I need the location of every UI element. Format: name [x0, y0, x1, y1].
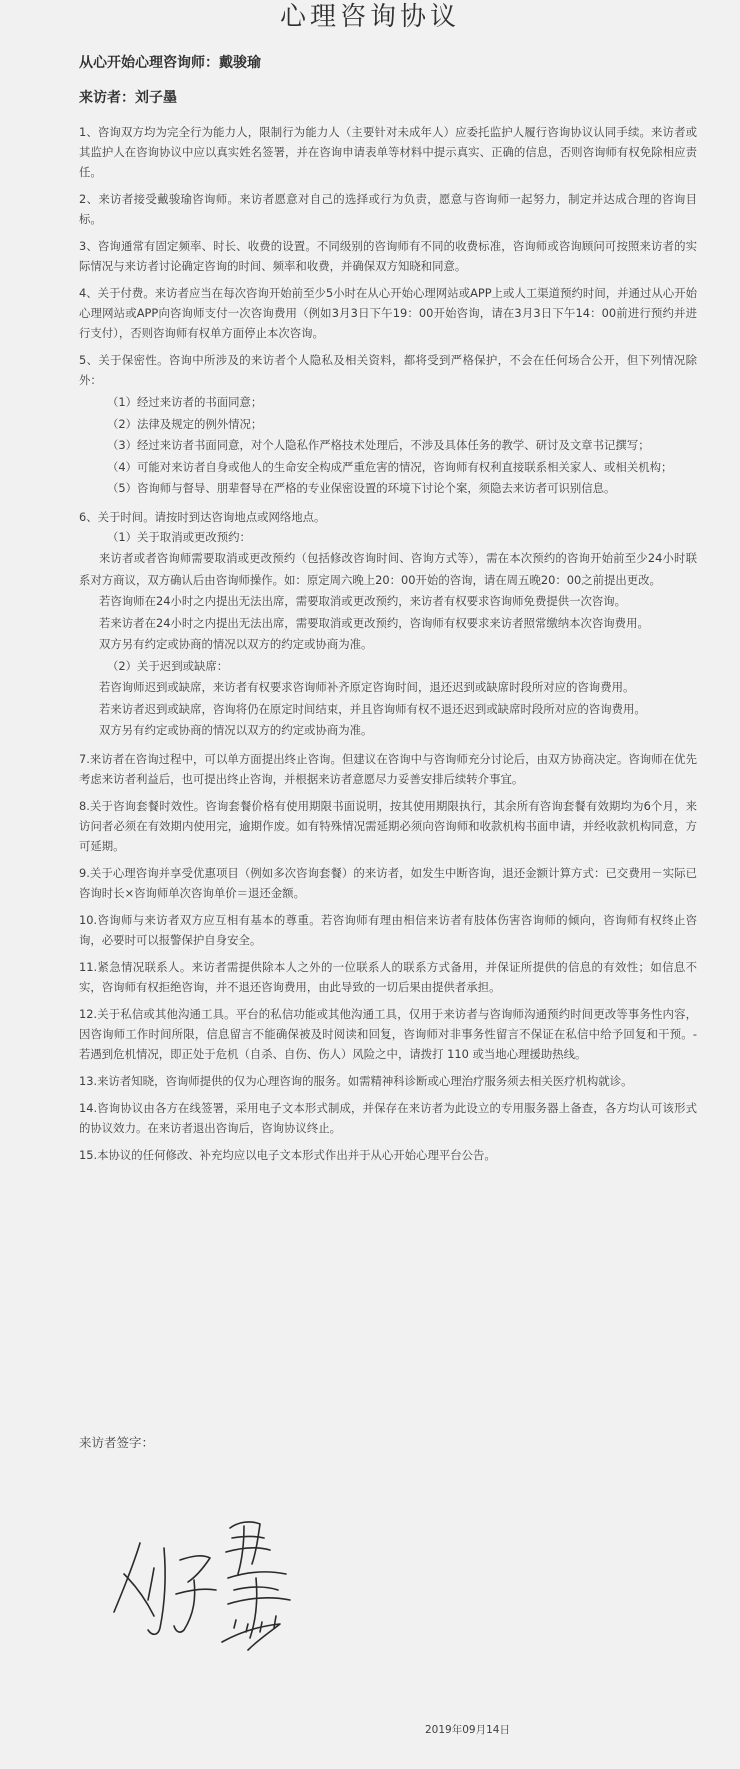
clause-6-2-paragraph: 若来访者迟到或缺席，咨询将仍在原定时间结束，并且咨询师有权不退还迟到或缺席时段所对应的咨询费用。: [99, 701, 646, 716]
clause-6-2-title: （2）关于迟到或缺席：: [107, 658, 229, 673]
clause-5-block: [79, 350, 697, 500]
clause-13: 13.来访者知晓，咨询师提供的仅为心理咨询的服务。如需精神科诊断或心理治疗服务须去相关医疗机构就诊。: [79, 1073, 633, 1088]
clause-12: 12.关于私信或其他沟通工具。平台的私信功能或其他沟通工具，仅用于来访者与咨询师沟通预约时间更改等事务性内容，因咨询师工作时间所限，信息留言不能确保被及时阅读和回复，咨询师对非事务性留言不保证在私信中给予回复和干预。- 若遇到危机情况，即正处于危机（自杀、自伤、伤人）风险之中，请拨打 110 或当地心理援助热线。: [79, 1006, 697, 1061]
clause-6-2-paragraph: 若咨询师迟到或缺席，来访者有权要求咨询师补齐原定咨询时间，退还迟到或缺席时段所对应的咨询费用。: [99, 680, 635, 694]
clause-10: 10.咨询师与来访者双方应互相有基本的尊重。若咨询师有理由相信来访者有肢体伤害咨询师的倾向，咨询师有权终止咨询，必要时可以报警保护自身安全。: [79, 912, 697, 947]
clause-3: 3、咨询通常有固定频率、时长、收费的设置。不同级别的咨询师有不同的收费标准，咨询师或咨询顾问可按照来访者的实际情况与来访者讨论确定咨询的时间、频率和收费，并确保双方知晓和同意。: [79, 239, 697, 273]
document-title: 心理咨询协议: [279, 2, 460, 32]
counselor-line: 从心开始心理咨询师：戴骏瑜: [79, 55, 261, 71]
clause-6-1-paragraph: 双方另有约定或协商的情况以双方的约定或协商为准。: [99, 637, 373, 651]
clause-5-item: （5）咨询师与督导、朋辈督导在严格的专业保密设置的环境下讨论个案，须隐去来访者可识别信息。: [107, 481, 616, 495]
clause-7: 7.来访者在咨询过程中，可以单方面提出终止咨询。但建议在咨询中与咨询师充分讨论后，由双方协商决定。咨询师在优先考虑来访者利益后，也可提出终止咨询，并根据来访者意愿尽力妥善安排后续转介事宜。: [79, 751, 697, 786]
clause-6-block: [79, 507, 697, 742]
signature-date: 2019年09月14日: [425, 1724, 510, 1736]
clause-5-item: （3）经过来访者书面同意，对个人隐私作严格技术处理后，不涉及具体任务的教学、研讨及文章书记撰写；: [107, 438, 650, 452]
clause-6-1-title: （1）关于取消或更改预约：: [107, 529, 251, 544]
clause-14: 14.咨询协议由各方在线签署，采用电子文本形式制成，并保存在来访者为此设立的专用服务器上备查，各方均认可该形式的协议效力。在来访者退出咨询后，咨询协议终止。: [79, 1100, 697, 1135]
clause-5: 5、关于保密性。咨询中所涉及的来访者个人隐私及相关资料，都将受到严格保护，不会在任何场合公开，但下列情况除外：: [79, 353, 697, 387]
clause-6: 6、关于时间。请按时到达咨询地点或网络地点。: [79, 509, 326, 524]
signature-label: 来访者签字：: [79, 1435, 155, 1450]
clause-8: 8.关于咨询套餐时效性。咨询套餐价格有使用期限书面说明，按其使用期限执行，其余所有咨询套餐有效期均为6个月，来访问者必须在有效期内使用完，逾期作废。如有特殊情况需延期必须向咨询师和收款机构书面申请，并经收款机构同意，方可延期。: [79, 798, 697, 853]
clause-6-1-paragraph: 若咨询师在24小时之内提出无法出席，需要取消或更改预约，来访者有权要求咨询师免费提供一次咨询。: [99, 594, 627, 608]
clause-15: 15.本协议的任何修改、补充均应以电子文本形式作出并于从心开始心理平台公告。: [79, 1147, 496, 1162]
agreement-body: [79, 122, 697, 1172]
clause-5-item: （1）经过来访者的书面同意；: [107, 395, 263, 409]
clause-2: 2、来访者接受戴骏瑜咨询师。来访者愿意对自己的选择或行为负责，愿意与咨询师一起努力，制定并达成合理的咨询目标。: [79, 192, 697, 226]
clause-6-1-paragraph: 若来访者在24小时之内提出无法出席，需要取消或更改预约，咨询师有权要求来访者照常缴纳本次咨询费用。: [99, 615, 649, 630]
handwritten-signature: [110, 1508, 320, 1658]
clause-9: 9.关于心理咨询并享受优惠项目（例如多次咨询套餐）的来访者，如发生中断咨询，退还金额计算方式：已交费用－实际已咨询时长×咨询师单次咨询单价＝退还金额。: [79, 865, 697, 900]
clause-1: 1、咨询双方均为完全行为能力人，限制行为能力人（主要针对未成年人）应委托监护人履行咨询协议认同手续。来访者或其监护人在咨询协议中应以真实姓名签署，并在咨询申请表单等材料中提示真实、正确的信息，否则咨询师有权免除相应责任。: [79, 125, 697, 179]
clause-5-item: （4）可能对来访者自身或他人的生命安全构成严重危害的情况，咨询师有权利直接联系相关家人、或相关机构；: [107, 459, 673, 474]
client-line: 来访者：刘子墨: [79, 90, 177, 106]
clause-6-1-paragraph: 来访者或者咨询师需要取消或更改预约（包括修改咨询时间、咨询方式等），需在本次预约的咨询开始前至少24小时联系对方商议，双方确认后由咨询师操作。如：原定周六晚上20：00开始的咨询，请在周五晚20：00之前提出更改。: [79, 551, 697, 587]
clause-6-2-paragraph: 双方另有约定或协商的情况以双方的约定或协商为准。: [99, 723, 373, 737]
clause-4: 4、关于付费。来访者应当在每次咨询开始前至少5小时在从心开始心理网站或APP上或人工渠道预约时间，并通过从心开始心理网站或APP向咨询师支付一次咨询费用（例如3月3日下午19：00开始咨询，请在3月3日下午14：00前进行预约并进行支付），否则咨询师有权单方面停止本次咨询。: [79, 286, 697, 340]
clause-5-item: （2）法律及规定的例外情况；: [107, 416, 263, 431]
clause-11: 11.紧急情况联系人。来访者需提供除本人之外的一位联系人的联系方式备用，并保证所提供的信息的有效性；如信息不实，咨询师有权拒绝咨询，并不退还咨询费用，由此导致的一切后果由提供者承担。: [79, 959, 697, 994]
